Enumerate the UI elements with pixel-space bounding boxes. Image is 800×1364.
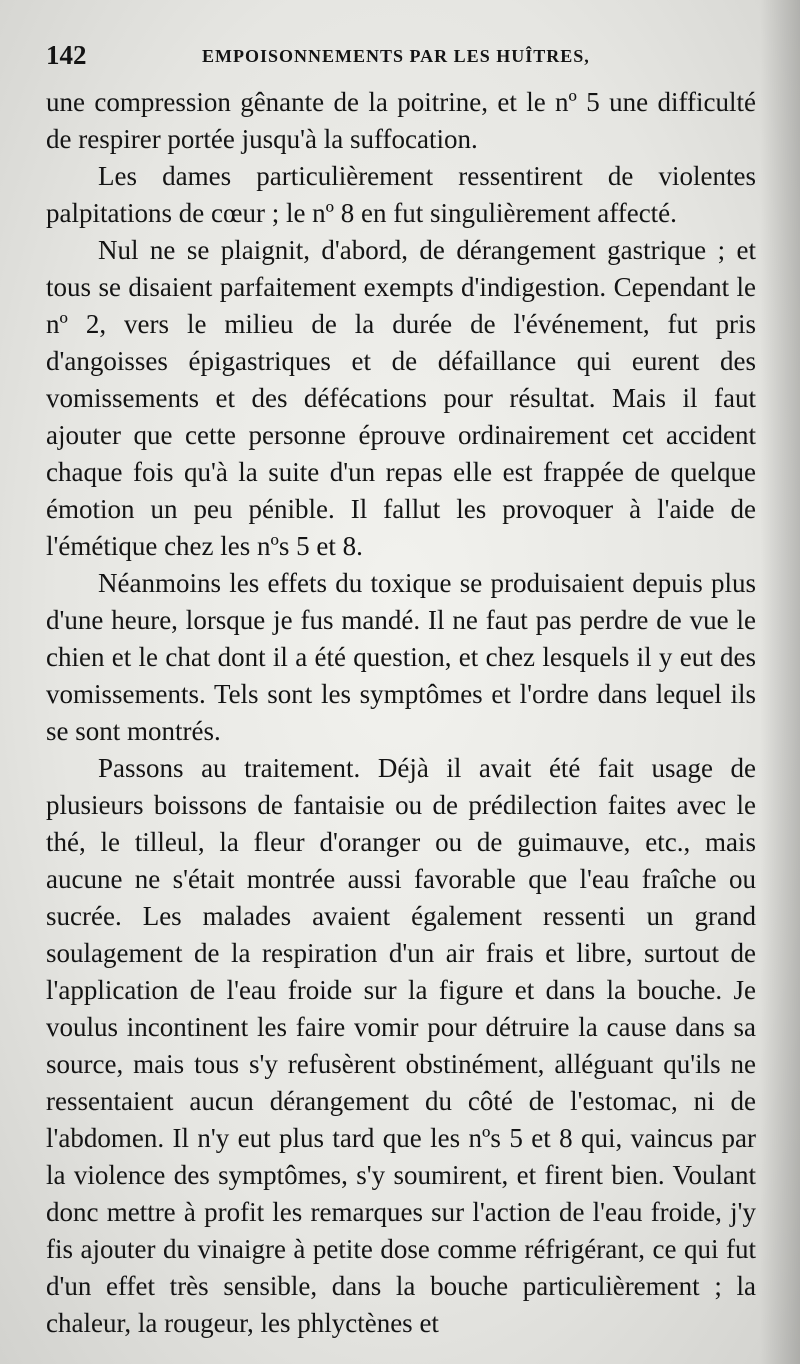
paragraph-2: Les dames particulièrement ressentirent de violentes palpitations de cœur ; le nº 8 en fut singulièrement affecté. [46,161,756,228]
page-header [46,40,756,76]
page-number: 142 [46,40,87,70]
paragraph-5: Passons au traitement. Déjà il avait été fait usage de plusieurs boissons de fantaisie ou de prédilection faites avec le thé, le tilleul, la fleur d'oranger ou de guimauve, etc., mais aucune ne s'était montrée aussi favorable que l'eau fraîche ou sucrée. Les malades avaient également ressenti un grand soulagement de la respiration d'un air frais et libre, surtout de l'application de l'eau froide sur la figure et dans la bouche. Je voulus incontinent les faire vomir pour détruire la cause dans sa source, mais tous s'y refusèrent obstinément, alléguant qu'ils ne ressentaient aucun dérangement du côté de l'estomac, ni de l'abdomen. Il n'y eut plus tard que les nºs 5 et 8 qui, vaincus par la violence des symptômes, s'y soumirent, et firent bien. Voulant donc mettre à profit les remarques sur l'action de l'eau froide, j'y fis ajouter du vinaigre à petite dose comme réfrigérant, ce qui fut d'un effet très sensible, dans la bouche particulièrement ; la chaleur, la rougeur, les phlyctènes et [46,753,756,1338]
body-text [46,84,756,1342]
running-title: EMPOISONNEMENTS PAR LES HUÎTRES, [202,46,590,66]
paragraph-4: Néanmoins les effets du toxique se produisaient depuis plus d'une heure, lorsque je fus mandé. Il ne faut pas perdre de vue le chien et le chat dont il a été question, et chez lesquels il y eut des vomissements. Tels sont les symptômes et l'ordre dans lequel ils se sont montrés. [46,568,756,746]
paragraph-1: une compression gênante de la poitrine, et le nº 5 une difficulté de respirer portée jusqu'à la suffocation. [46,87,756,154]
page-edge-shadow [760,0,800,1364]
paragraph-3: Nul ne se plaignit, d'abord, de dérangement gastrique ; et tous se disaient parfaitement exempts d'indigestion. Cependant le nº 2, vers le milieu de la durée de l'événement, fut pris d'angoisses épigastriques et de défaillance qui eurent des vomissements et des défécations pour résultat. Mais il faut ajouter que cette personne éprouve ordinairement cet accident chaque fois qu'à la suite d'un repas elle est frappée de quelque émotion un peu pénible. Il fallut les provoquer à l'aide de l'émétique chez les nºs 5 et 8. [46,235,756,561]
